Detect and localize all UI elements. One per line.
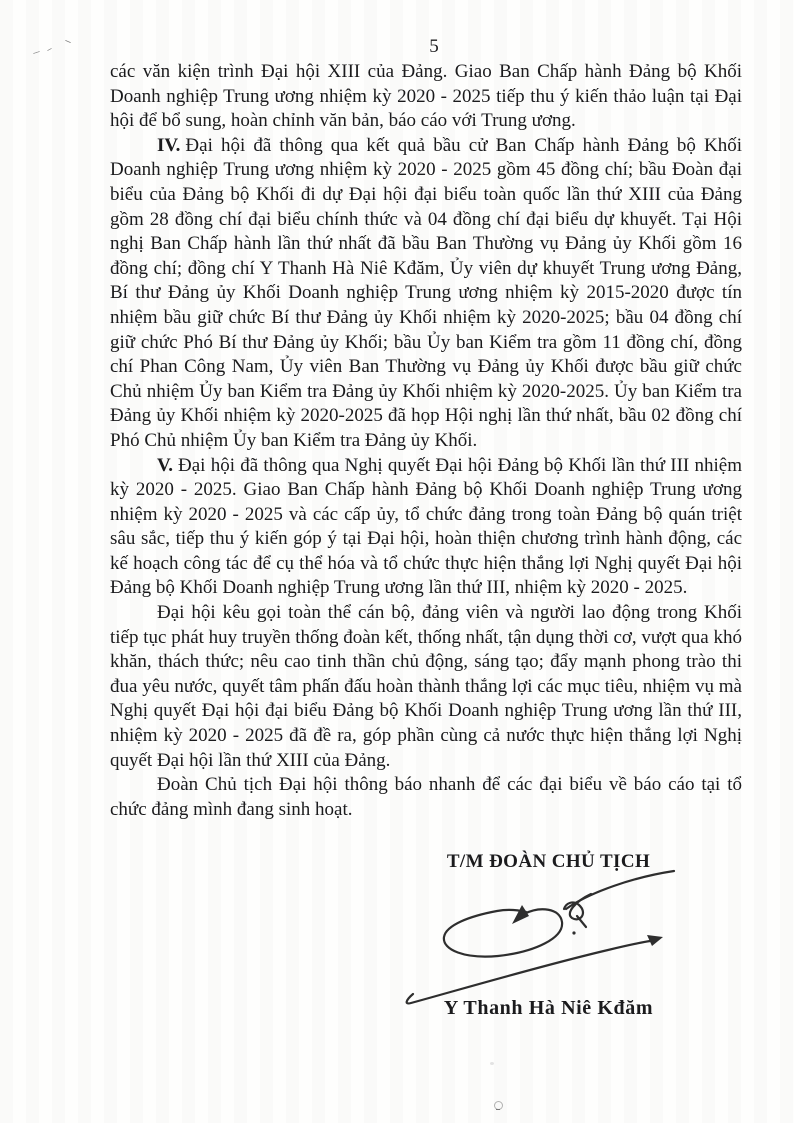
paragraph	[110, 60, 742, 134]
paragraph-text: Đoàn Chủ tịch Đại hội thông báo nhanh để các đại biểu về báo cáo tại tổ chức đảng mình đang sinh hoạt.	[110, 774, 742, 820]
paragraph-lead: V.	[157, 454, 174, 476]
paragraph	[110, 454, 742, 602]
paragraph-text: Đại hội đã thông qua Nghị quyết Đại hội Đảng bộ Khối lần thứ III nhiệm kỳ 2020 - 2025. Giao Ban Chấp hành Đảng bộ Khối Doanh nghiệp Trung ương nhiệm kỳ 2020 - 2025 và các cấp ủy, tổ chức đảng trong toàn Đảng bộ quán triệt sâu sắc, tiếp thu ý kiến góp ý tại Đại hội, hoàn thiện chương trình hành động, các kế hoạch công tác để cụ thể hóa và tổ chức thực hiện thắng lợi Nghị quyết Đại hội Đảng bộ Khối Doanh nghiệp Trung ương lần thứ III, nhiệm kỳ 2020 - 2025.	[110, 454, 742, 599]
paragraph-lead: IV.	[157, 134, 181, 156]
page-number: 5	[429, 36, 439, 57]
paragraph-text: Đại hội đã thông qua kết quả bầu cử Ban Chấp hành Đảng bộ Khối Doanh nghiệp Trung ương nhiệm kỳ 2020 - 2025 gồm 45 đồng chí; bầu Đoàn đại biểu của Đảng bộ Khối đi dự Đại hội đại biểu toàn quốc lần thứ XIII của Đảng gồm 28 đồng chí đại biểu chính thức và 04 đồng chí đại biểu dự khuyết. Tại Hội nghị Ban Chấp hành lần thứ nhất đã bầu Ban Thường vụ Đảng ủy Khối gồm 16 đồng chí; đồng chí Y Thanh Hà Niê Kđăm, Ủy viên dự khuyết Trung ương Đảng, Bí thư Đảng ủy Khối Doanh nghiệp Trung ương nhiệm kỳ 2015-2020 được tín nhiệm bầu giữ chức Bí thư Đảng ủy Khối nhiệm kỳ 2020-2025; bầu 04 đồng chí giữ chức Phó Bí thư Đảng ủy Khối; bầu Ủy ban Kiểm tra gồm 11 đồng chí, đồng chí Phan Công Nam, Ủy viên Ban Thường vụ Đảng ủy Khối được bầu giữ chức Chủ nhiệm Ủy ban Kiểm tra Đảng ủy Khối nhiệm kỳ 2020-2025. Ủy ban Kiểm tra Đảng ủy Khối nhiệm kỳ 2020-2025 đã họp Hội nghị lần thứ nhất, bầu 02 đồng chí Phó Chủ nhiệm Ủy ban Kiểm tra Đảng ủy Khối.	[110, 134, 742, 451]
scan-speck	[490, 1062, 494, 1065]
paragraph	[110, 773, 742, 822]
scan-speck	[33, 51, 40, 54]
signature-heading: T/M ĐOÀN CHỦ TỊCH	[446, 851, 651, 872]
scan-speck	[496, 1109, 500, 1110]
signature-icon	[390, 860, 690, 1015]
scan-speck	[65, 40, 71, 43]
scan-speck	[47, 48, 52, 51]
paragraph-text: Đại hội kêu gọi toàn thể cán bộ, đảng viên và người lao động trong Khối tiếp tục phát huy truyền thống đoàn kết, thống nhất, tận dụng thời cơ, vượt qua khó khăn, thách thức; nêu cao tinh thần chủ động, sáng tạo; đẩy mạnh phong trào thi đua yêu nước, quyết tâm phấn đấu hoàn thành thắng lợi các mục tiêu, nhiệm vụ mà Nghị quyết Đại hội đại biểu Đảng bộ Khối Doanh nghiệp Trung ương lần thứ III, nhiệm kỳ 2020 - 2025 đã đề ra, góp phần cùng cả nước thực hiện thắng lợi Nghị quyết Đại hội lần thứ XIII của Đảng.	[110, 602, 742, 771]
paragraph-text: các văn kiện trình Đại hội XIII của Đảng. Giao Ban Chấp hành Đảng bộ Khối Doanh nghiệp Trung ương nhiệm kỳ 2020 - 2025 tiếp thu ý kiến thảo luận tại Đại hội để bổ sung, hoàn chỉnh văn bản, báo cáo với Trung ương.	[110, 61, 742, 132]
signer-name: Y Thanh Hà Niê Kđăm	[443, 997, 654, 1019]
paragraph	[110, 134, 742, 454]
document-body	[110, 60, 742, 822]
paragraph	[110, 601, 742, 773]
